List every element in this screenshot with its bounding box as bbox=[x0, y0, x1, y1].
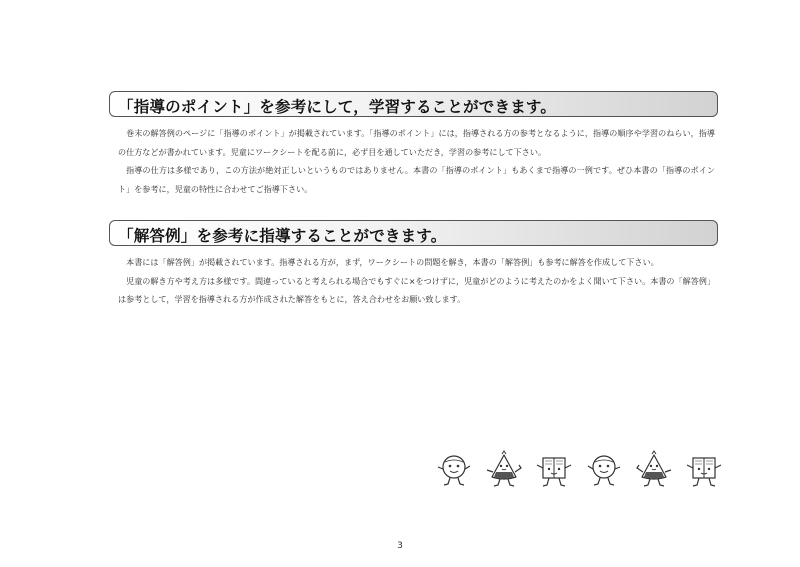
rice-ball-mascot-icon bbox=[484, 450, 524, 490]
section-answer-examples bbox=[109, 220, 718, 305]
ball-mascot-icon bbox=[584, 450, 624, 490]
section-heading: 「解答例」を参考に指導することができます。 bbox=[118, 227, 447, 245]
body-paragraph: 指導の仕方は多様であり，この方法が絶対正しいというものではありません。本書の「指導のポイント」もあくまで指導の一例です。ぜひ本書の「指導のポイント」を参考に，児童の特性に合わせてご指導下さい。 bbox=[118, 165, 715, 194]
ball-mascot-icon bbox=[434, 450, 474, 490]
section-body bbox=[118, 124, 715, 198]
book-mascot-icon bbox=[534, 450, 574, 490]
book-mascot-icon bbox=[684, 450, 724, 490]
body-paragraph: 巻末の解答例のページに「指導のポイント」が掲載されています。「指導のポイント」には，指導される方の参考となるように，指導の順序や学習のねらい，指導の仕方などが書かれています。児童にワークシートを配る前に，必ず目を通していただき，学習の参考にして下さい。 bbox=[118, 128, 715, 157]
rice-ball-mascot-icon bbox=[634, 450, 674, 490]
body-paragraph: 児童の解き方や考え方は多様です。間違っていると考えられる場合でもすぐに×をつけずに，児童がどのように考えたのかをよく聞いて下さい。本書の「解答例」は参考として，学習を指導される方が作成された解答をもとに，答え合わせをお願い致します。 bbox=[118, 275, 715, 305]
section-teaching-points bbox=[109, 91, 718, 194]
page-number: 3 bbox=[397, 541, 403, 551]
body-paragraph: 本書には「解答例」が掲載されています。指導される方が，まず，ワークシートの問題を解き，本書の「解答例」も参考に解答を作成して下さい。 bbox=[126, 257, 659, 267]
section-heading: 「指導のポイント」を参考にして，学習することができます。 bbox=[118, 98, 557, 116]
section-heading-box bbox=[109, 91, 718, 117]
section-body bbox=[118, 253, 715, 309]
section-heading-box bbox=[109, 220, 718, 246]
mascot-row bbox=[434, 448, 724, 492]
